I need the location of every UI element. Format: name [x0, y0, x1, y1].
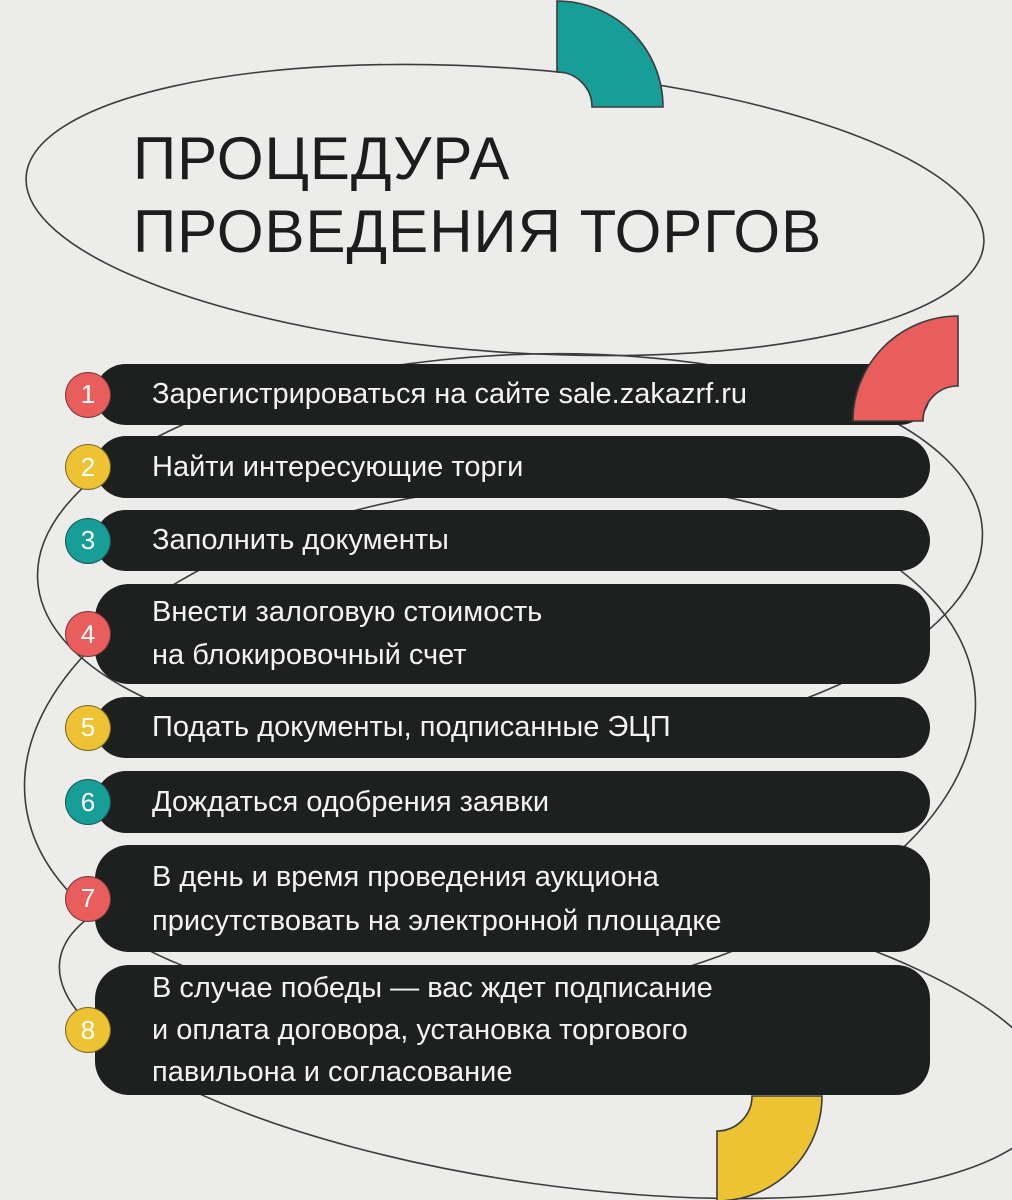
step-text: В случае победы — вас ждет подписание [152, 972, 713, 1004]
step-row-5 [80, 697, 930, 758]
step-number-badge: 3 [65, 518, 111, 564]
page-title-line2: ПРОВЕДЕНИЯ ТОРГОВ [133, 198, 823, 265]
step-number-badge: 7 [65, 876, 111, 922]
step-text: на блокировочный счет [152, 639, 467, 671]
step-text: павильона и согласование [152, 1056, 513, 1088]
step-number-badge: 4 [65, 611, 111, 657]
step-text: присутствовать на электронной площадке [152, 904, 722, 937]
step-row-8 [80, 965, 930, 1095]
step-bar [95, 965, 930, 1095]
step-text: Внести залоговую стоимость [152, 596, 543, 628]
step-bar [95, 771, 930, 833]
step-bar [95, 436, 930, 498]
step-row-2 [80, 436, 930, 498]
step-number-badge: 1 [65, 372, 111, 418]
step-bar [95, 584, 930, 684]
step-text: Дождаться одобрения заявки [152, 785, 550, 818]
step-row-3 [80, 510, 930, 571]
step-number-badge: 5 [65, 705, 111, 751]
step-text: и оплата договора, установка торгового [152, 1014, 688, 1046]
step-text: Найти интересующие торги [152, 450, 524, 483]
step-number-badge: 6 [65, 779, 111, 825]
step-bar [95, 697, 930, 758]
step-text: В день и время проведения аукциона [152, 860, 659, 893]
step-row-7 [80, 845, 930, 952]
step-bar [95, 364, 930, 425]
step-number-badge: 8 [65, 1007, 111, 1053]
step-row-6 [80, 771, 930, 833]
step-row-1 [80, 364, 930, 425]
step-bar [95, 845, 930, 952]
step-number-badge: 2 [65, 444, 111, 490]
step-text: Зарегистрироваться на сайте sale.zakazrf.ru [152, 378, 748, 410]
step-text: Подать документы, подписанные ЭЦП [152, 711, 671, 743]
page-title-line1: ПРОЦЕДУРА [133, 125, 511, 192]
step-bar [95, 510, 930, 571]
step-text: Заполнить документы [152, 524, 449, 556]
step-row-4 [80, 584, 930, 684]
